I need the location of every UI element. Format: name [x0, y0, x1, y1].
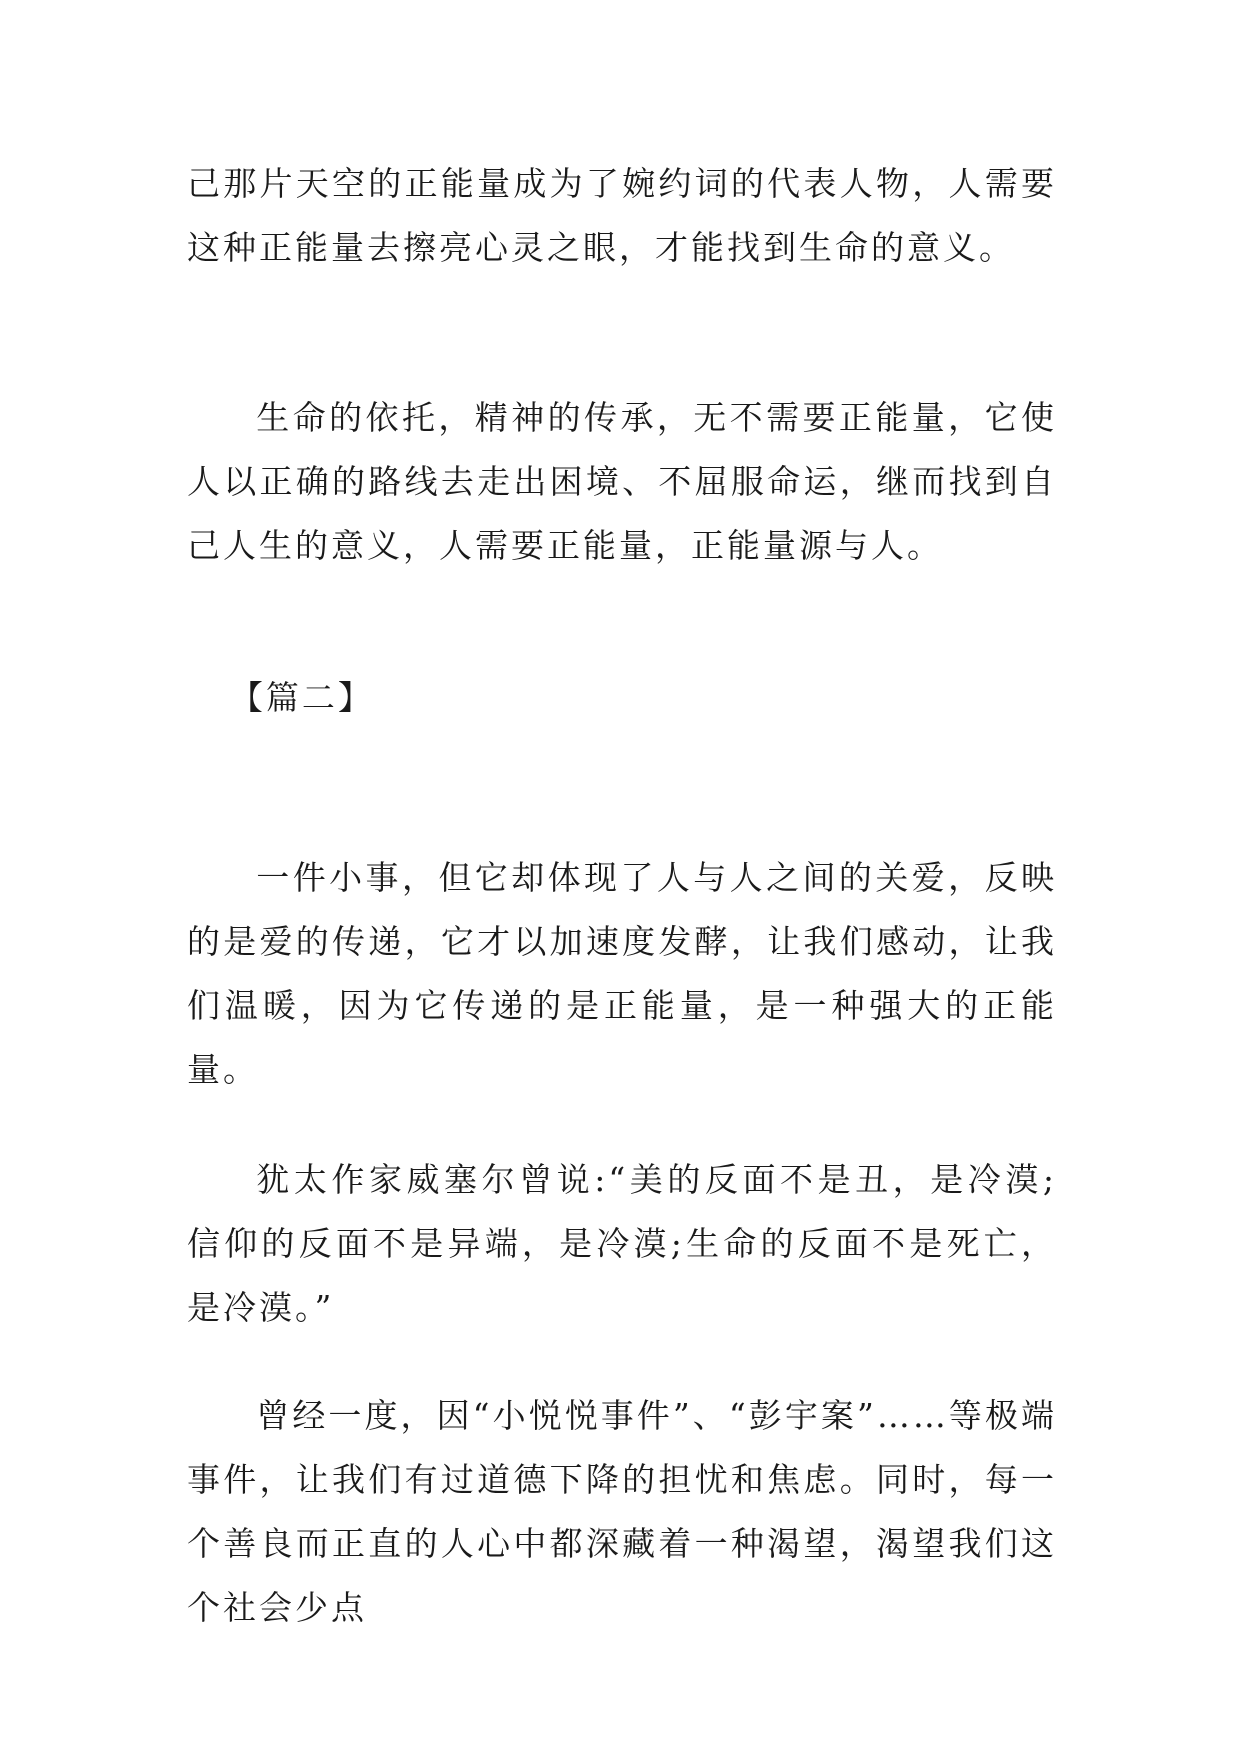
section-heading: 【篇二】	[229, 678, 374, 717]
paragraph-wiesel-quote: 犹太作家威塞尔曾说:“美的反面不是丑，是冷漠;信仰的反面不是异端，是冷漠;生命的反面不是死亡，是冷漠。”	[187, 1160, 1057, 1327]
paragraph-moral-concern: 曾经一度，因“小悦悦事件”、“彭宇案”……等极端事件，让我们有过道德下降的担忧和焦虑。同时，每一个善良而正直的人心中都深藏着一种渴望，渴望我们这个社会少点	[187, 1396, 1057, 1627]
paragraph-small-thing: 一件小事，但它却体现了人与人之间的关爱，反映的是爱的传递，它才以加速度发酵，让我们感动，让我们温暖，因为它传递的是正能量，是一种强大的正能量。	[187, 858, 1057, 1089]
paragraph-continuation: 己那片天空的正能量成为了婉约词的代表人物，人需要这种正能量去擦亮心灵之眼，才能找到生命的意义。	[187, 164, 1057, 267]
paragraph-energy-meaning: 生命的依托，精神的传承，无不需要正能量，它使人以正确的路线去走出困境、不屈服命运，继而找到自己人生的意义，人需要正能量，正能量源与人。	[187, 398, 1057, 565]
